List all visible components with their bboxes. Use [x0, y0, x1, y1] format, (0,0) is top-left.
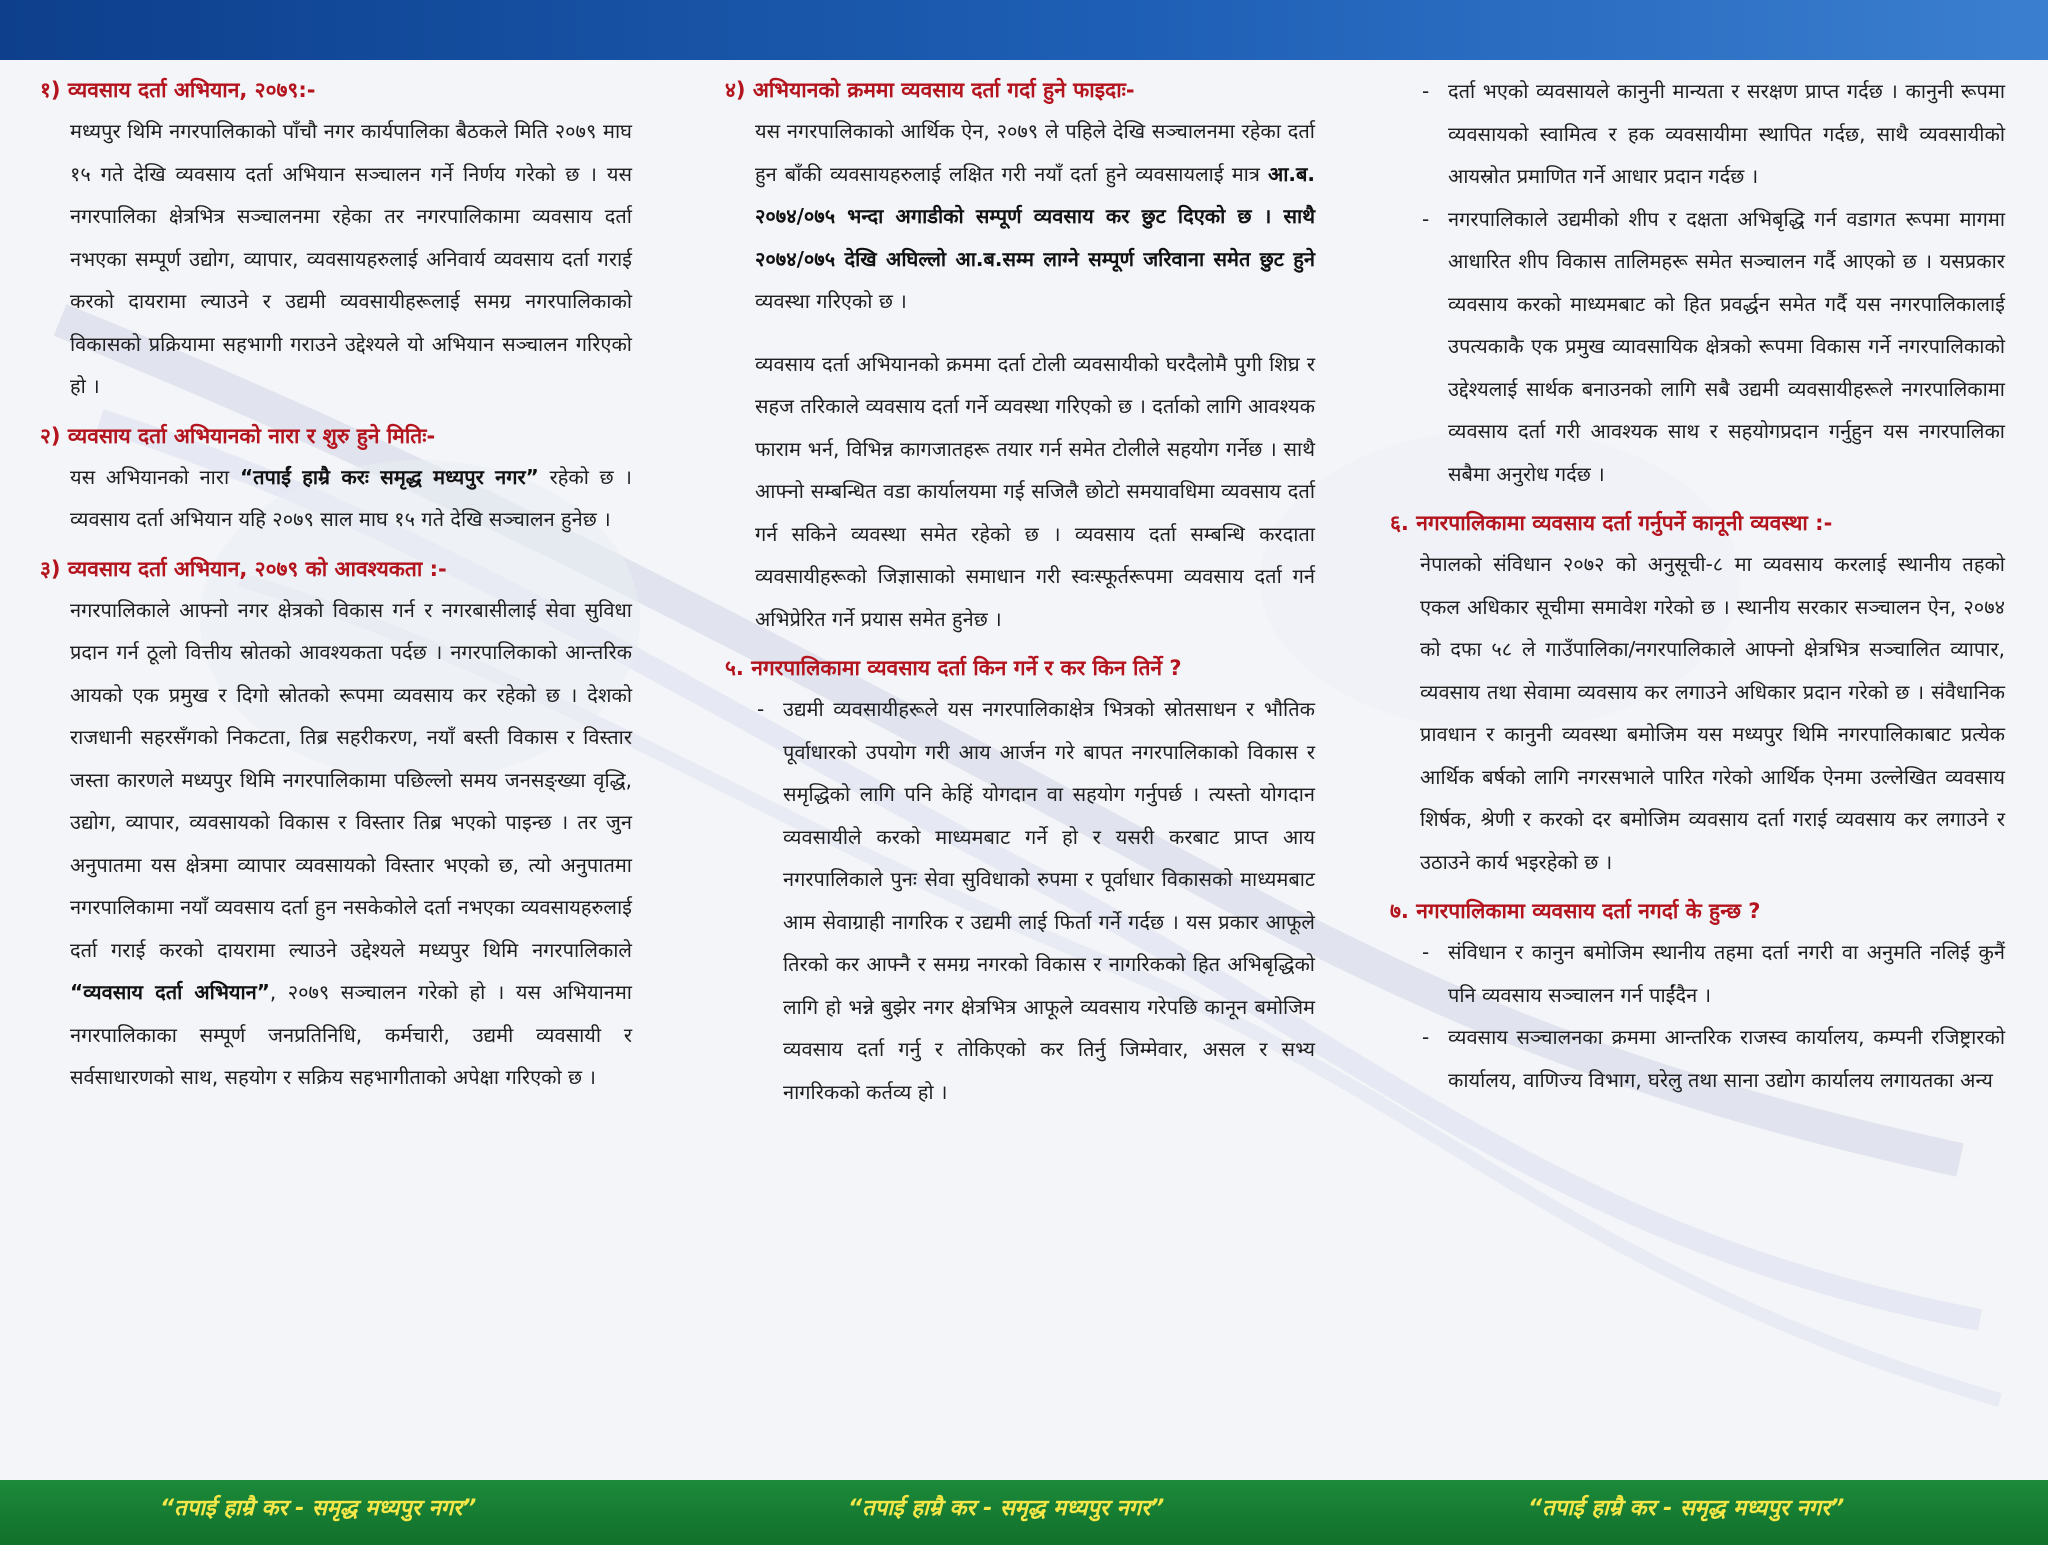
- section-3-text-a: नगरपालिकाले आफ्नो नगर क्षेत्रको विकास गर्न र नगरबासीलाई सेवा सुविधा प्रदान गर्न ठूलो वित्तीय स्रोतको आवश्यकता पर्दछ । नगरपालिकाको आन्तरिक आयको एक प्रमुख र दिगो स्रोतको रूपमा व्यवसाय कर रहेको छ । देशको राजधानी सहरसँगको निकटता, तिब्र सहरीकरण, नयाँ बस्ती विकास र विस्तार जस्ता कारणले मध्यपुर थिमि नगरपालिकामा पछिल्लो समय जनसङ्ख्या वृद्धि, उद्योग, व्यापार, व्यवसायको विकास र विस्तार तिब्र भएको पाइन्छ । तर जुन अनुपातमा यस क्षेत्रमा व्यापार व्यवसायको विस्तार भएको छ, त्यो अनुपातमा नगरपालिकामा नयाँ व्यवसाय दर्ता हुन नसकेकोले दर्ता नभएका व्यवसायहरुलाई दर्ता गराई करको दायरामा ल्याउने उद्देश्यले मध्यपुर थिमि नगरपालिकाले: [70, 597, 632, 962]
- section-4-para-1: [755, 110, 1315, 323]
- section-5-bullet-1: - उद्यमी व्यवसायीहरूले यस नगरपालिकाक्षेत्र भित्रको स्रोतसाधन र भौतिक पूर्वाधारको उपयोग गरी आय आर्जन गरे बापत नगरपालिकाको विकास र समृद्धिको लागि पनि केहिं योगदान वा सहयोग गर्नुपर्छ । त्यस्तो योगदान व्यवसायीले करको माध्यमबाट गर्ने हो र यसरी करबाट प्राप्त आय नगरपालिकाले पुनः सेवा सुविधाको रुपमा र पूर्वाधार विकासको माध्यमबाट आम सेवाग्राही नागरिक र उद्यमी लाई फिर्ता गर्ने गर्दछ । यस प्रकार आफूले तिरको कर आफ्नै र समग्र नगरको विकास र नागरिकको हित अभिबृद्धिको लागि हो भन्ने बुझेर नगर क्षेत्रभित्र आफूले व्यवसाय गरेपछि कानून बमोजिम व्यवसाय दर्ता गर्नु र तोकिएको कर तिर्नु जिम्मेवार, असल र सभ्य नागरिकको कर्तव्य हो ।: [755, 688, 1315, 1113]
- section-6-heading: ६. नगरपालिकामा व्यवसाय दर्ता गर्नुपर्ने कानूनी व्यवस्था :-: [1390, 511, 1833, 535]
- section-4-text-b: व्यवस्था गरिएको छ ।: [755, 289, 907, 313]
- section-2-heading: २) व्यवसाय दर्ता अभियानको नारा र शुरु हुने मितिः-: [40, 423, 436, 448]
- section-6-body: नेपालको संविधान २०७२ को अनुसूची-८ मा व्यवसाय करलाई स्थानीय तहको एकल अधिकार सूचीमा समावेश गरेको छ । स्थानीय सरकार सञ्चालन ऐन, २०७४ को दफा ५८ ले गाउँपालिका/नगरपालिकाले आफ्नो क्षेत्रभित्र सञ्चालित व्यापार, व्यवसाय तथा सेवामा व्यवसाय कर लगाउने अधिकार प्रदान गरेको छ । संवैधानिक प्रावधान र कानुनी व्यवस्था बमोजिम यस मध्यपुर थिमि नगरपालिकाबाट प्रत्येक आर्थिक बर्षको लागि नगरसभाले पारित गरेको आर्थिक ऐनमा उल्लेखित व्यवसाय शिर्षक, श्रेणी र करको दर बमोजिम व्यवसाय दर्ता गराई व्यवसाय कर लगाउने र उठाउने कार्य भइरहेको छ ।: [1420, 552, 2005, 874]
- section-3-body: [70, 589, 632, 1099]
- column-middle: [725, 70, 1316, 1113]
- section-1-heading: १) व्यवसाय दर्ता अभियान, २०७९:-: [40, 78, 316, 102]
- tax-exemption-text: आ.ब. २०७४/०७५ भन्दा अगाडीको सम्पूर्ण व्यवसाय कर छुट दिएको छ । साथै २०७४/०७५ देखि अघिल्लो आ.ब.सम्म लाग्ने सम्पूर्ण जरिवाना समेत छुट हुने: [755, 161, 1316, 271]
- section-3-heading: ३) व्यवसाय दर्ता अभियान, २०७९ को आवश्यकता :-: [40, 556, 447, 581]
- section-2-body: [70, 456, 632, 541]
- column-left: [40, 70, 633, 1099]
- campaign-name: “व्यवसाय दर्ता अभियान”: [70, 980, 270, 1004]
- section-2-text-a: यस अभियानको नारा: [70, 464, 230, 489]
- section-7-heading: ७. नगरपालिकामा व्यवसाय दर्ता नगर्दा के हुन्छ ?: [1390, 899, 1761, 923]
- section-4-para-2: व्यवसाय दर्ता अभियानको क्रममा दर्ता टोली व्यवसायीको घरदैलोमै पुगी शिघ्र र सहज तरिकाले व्यवसाय दर्ता गर्ने व्यवस्था गरिएको छ । दर्ताको लागि आवश्यक फाराम भर्न, विभिन्न कागजातहरू तयार गर्न समेत टोलीले सहयोग गर्नेछ । साथै आफ्नो सम्बन्धित वडा कार्यालयमा गई सजिलै छोटो समयावधिमा व्यवसाय दर्ता गर्न सकिने व्यवस्था समेत रहेको छ । व्यवसाय दर्ता सम्बन्धि करदाता व्यवसायीहरूको जिज्ञासाको समाधान गरी स्वःस्फूर्तरूपमा व्यवसाय दर्ता गर्न अभिप्रेरित गर्ने प्रयास समेत हुनेछ ।: [755, 351, 1315, 631]
- section-5-bullet-3: - नगरपालिकाले उद्यमीको शीप र दक्षता अभिबृद्धि गर्न वडागत रूपमा मागमा आधारित शीप विकास तालिमहरू समेत सञ्चालन गर्दै आएको छ । यसप्रकार व्यवसाय करको माध्यमबाट को हित प्रवर्द्धन समेत गर्दै यस नगरपालिकालाई उपत्यकाकै एक प्रमुख व्यावसायिक क्षेत्रको रूपमा विकास गर्ने नगरपालिकाको उद्देश्यलाई सार्थक बनाउनको लागि सबै उद्यमी व्यवसायीहरूले नगरपालिकामा व्यवसाय दर्ता गरी आवश्यक साथ र सहयोगप्रदान गर्नुहुन यस नगरपालिका सबैमा अनुरोध गर्दछ ।: [1420, 198, 2005, 496]
- top-blue-bar: [0, 0, 2048, 60]
- section-5-heading: ५. नगरपालिकामा व्यवसाय दर्ता किन गर्ने र कर किन तिर्ने ?: [725, 656, 1182, 680]
- column-right: [1390, 70, 2005, 1101]
- footer-slogan-center: “तपाई हाम्रै कर - समृद्ध मध्यपुर नगर”: [848, 1496, 1165, 1521]
- footer-green-band: [0, 1480, 2048, 1545]
- footer-slogan-right: “तपाई हाम्रै कर - समृद्ध मध्यपुर नगर”: [1528, 1496, 1845, 1521]
- section-2-text-b: रहेको छ । व्यवसाय दर्ता अभियान यहि २०७९ साल माघ १५ गते देखि सञ्चालन हुनेछ ।: [70, 464, 633, 531]
- section-5-bullet-2: - दर्ता भएको व्यवसायले कानुनी मान्यता र सरक्षण प्राप्त गर्दछ । कानुनी रूपमा व्यवसायको स्वामित्व र हक व्यवसायीमा स्थापित गर्दछ, साथै व्यवसायीको आयस्रोत प्रमाणित गर्ने आधार प्रदान गर्दछ ।: [1420, 70, 2005, 198]
- section-4-heading: ४) अभियानको क्रममा व्यवसाय दर्ता गर्दा हुने फाइदाः-: [725, 78, 1135, 102]
- section-4-text-a: यस नगरपालिकाको आर्थिक ऐन, २०७९ ले पहिले देखि सञ्चालनमा रहेका दर्ता हुन बाँकी व्यवसायहरुलाई लक्षित गरी नयाँ दर्ता हुने व्यवसायलाई मात्र: [755, 119, 1315, 186]
- footer-slogan-left: “तपाई हाम्रै कर - समृद्ध मध्यपुर नगर”: [160, 1496, 477, 1521]
- section-7-bullet-1: - संविधान र कानुन बमोजिम स्थानीय तहमा दर्ता नगरी वा अनुमति नलिई कुनैं पनि व्यवसाय सञ्चालन गर्न पाईंदैन ।: [1420, 931, 2005, 1016]
- section-7-bullet-2: - व्यवसाय सञ्चालनका क्रममा आन्तरिक राजस्व कार्यालय, कम्पनी रजिष्ट्रारको कार्यालय, वाणिज्य विभाग, घरेलु तथा साना उद्योग कार्यालय लगायतका अन्य: [1420, 1016, 2005, 1101]
- section-1-body: मध्यपुर थिमि नगरपालिकाको पाँचौ नगर कार्यपालिका बैठकले मिति २०७९ माघ १५ गते देखि व्यवसाय दर्ता अभियान सञ्चालन गर्ने निर्णय गरेको छ । यस नगरपालिका क्षेत्रभित्र सञ्चालनमा रहेका तर नगरपालिकामा व्यवसाय दर्ता नभएका सम्पूर्ण उद्योग, व्यापार, व्यवसायहरुलाई अनिवार्य व्यवसाय दर्ता गराई करको दायरामा ल्याउने र उद्यमी व्यवसायीहरूलाई समग्र नगरपालिकाको विकासको प्रक्रियामा सहभागी गराउने उद्देश्यले यो अभियान सञ्चालन गरिएको हो ।: [70, 119, 632, 398]
- section-3-text-b: , २०७९ सञ्चालन गरेको हो । यस अभियानमा नगरपालिकाका सम्पूर्ण जनप्रतिनिधि, कर्मचारी, उद्यमी व्यवसायी र सर्वसाधारणको साथ, सहयोग र सक्रिय सहभागीताको अपेक्षा गरिएको छ ।: [70, 980, 632, 1089]
- campaign-slogan: “तपाईं हाम्रै करः समृद्ध मध्यपुर नगर”: [239, 464, 539, 489]
